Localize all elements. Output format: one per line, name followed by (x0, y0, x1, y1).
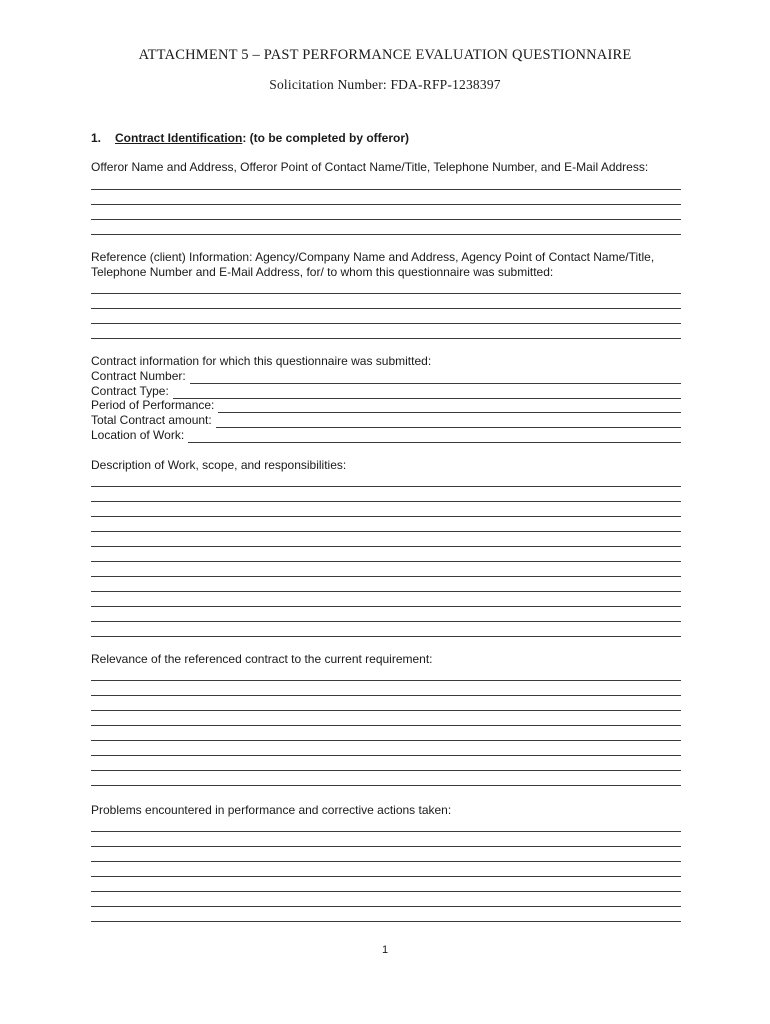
period-of-performance-field[interactable] (91, 398, 681, 413)
reference-label: Reference (client) Information: Agency/Company Name and Address, Agency Point of Contact Name/Title, (91, 250, 655, 264)
page-number: 1 (381, 944, 389, 956)
problems-line[interactable] (91, 921, 681, 922)
location-of-work-field[interactable] (91, 428, 681, 443)
problems-line[interactable] (91, 831, 681, 832)
description-line[interactable] (91, 516, 681, 517)
section-number: 1. (91, 131, 102, 145)
field-line[interactable] (190, 371, 681, 384)
section-heading (91, 131, 409, 145)
document-title: ATTACHMENT 5 – PAST PERFORMANCE EVALUATION QUESTIONNAIRE (138, 47, 632, 63)
relevance-line[interactable] (91, 755, 681, 756)
problems-line[interactable] (91, 876, 681, 877)
field-label: Contract Number: (91, 369, 186, 383)
reference-line[interactable] (91, 293, 681, 294)
description-line[interactable] (91, 576, 681, 577)
relevance-line[interactable] (91, 695, 681, 696)
field-label: Location of Work: (91, 428, 185, 442)
total-contract-amount-field[interactable] (91, 413, 681, 428)
field-line[interactable] (218, 400, 681, 413)
relevance-line[interactable] (91, 770, 681, 771)
description-line[interactable] (91, 486, 681, 487)
relevance-line[interactable] (91, 740, 681, 741)
contract-number-field[interactable] (91, 369, 681, 384)
description-line[interactable] (91, 531, 681, 532)
relevance-label: Relevance of the referenced contract to the current requirement: (91, 652, 433, 666)
contract-info-label: Contract information for which this questionnaire was submitted: (91, 354, 432, 368)
offeror-line[interactable] (91, 204, 681, 205)
problems-line[interactable] (91, 891, 681, 892)
description-line[interactable] (91, 546, 681, 547)
relevance-line[interactable] (91, 785, 681, 786)
description-line[interactable] (91, 591, 681, 592)
relevance-line[interactable] (91, 710, 681, 711)
description-line[interactable] (91, 636, 681, 637)
description-line[interactable] (91, 561, 681, 562)
contract-type-field[interactable] (91, 384, 681, 399)
description-line[interactable] (91, 606, 681, 607)
field-label: Period of Performance: (91, 398, 215, 412)
field-line[interactable] (216, 415, 681, 428)
offeror-line[interactable] (91, 189, 681, 190)
offeror-line[interactable] (91, 234, 681, 235)
reference-label-cont: Telephone Number and E-Mail Address, for/ to whom this questionnaire was submitted: (91, 265, 554, 279)
offeror-label: Offeror Name and Address, Offeror Point of Contact Name/Title, Telephone Number, and E-Mail Address: (91, 160, 649, 174)
section-note: : (to be completed by offeror) (242, 131, 410, 145)
section-title: Contract Identification (115, 131, 243, 145)
relevance-line[interactable] (91, 680, 681, 681)
description-line[interactable] (91, 621, 681, 622)
description-line[interactable] (91, 501, 681, 502)
description-label: Description of Work, scope, and responsibilities: (91, 458, 347, 472)
problems-line[interactable] (91, 906, 681, 907)
field-line[interactable] (188, 430, 681, 443)
solicitation-number: Solicitation Number: FDA-RFP-1238397 (269, 77, 501, 92)
field-label: Total Contract amount: (91, 413, 212, 427)
reference-line[interactable] (91, 308, 681, 309)
field-label: Contract Type: (91, 384, 169, 398)
problems-label: Problems encountered in performance and corrective actions taken: (91, 803, 452, 817)
reference-line[interactable] (91, 323, 681, 324)
relevance-line[interactable] (91, 725, 681, 726)
reference-line[interactable] (91, 338, 681, 339)
offeror-line[interactable] (91, 219, 681, 220)
problems-line[interactable] (91, 846, 681, 847)
problems-line[interactable] (91, 861, 681, 862)
